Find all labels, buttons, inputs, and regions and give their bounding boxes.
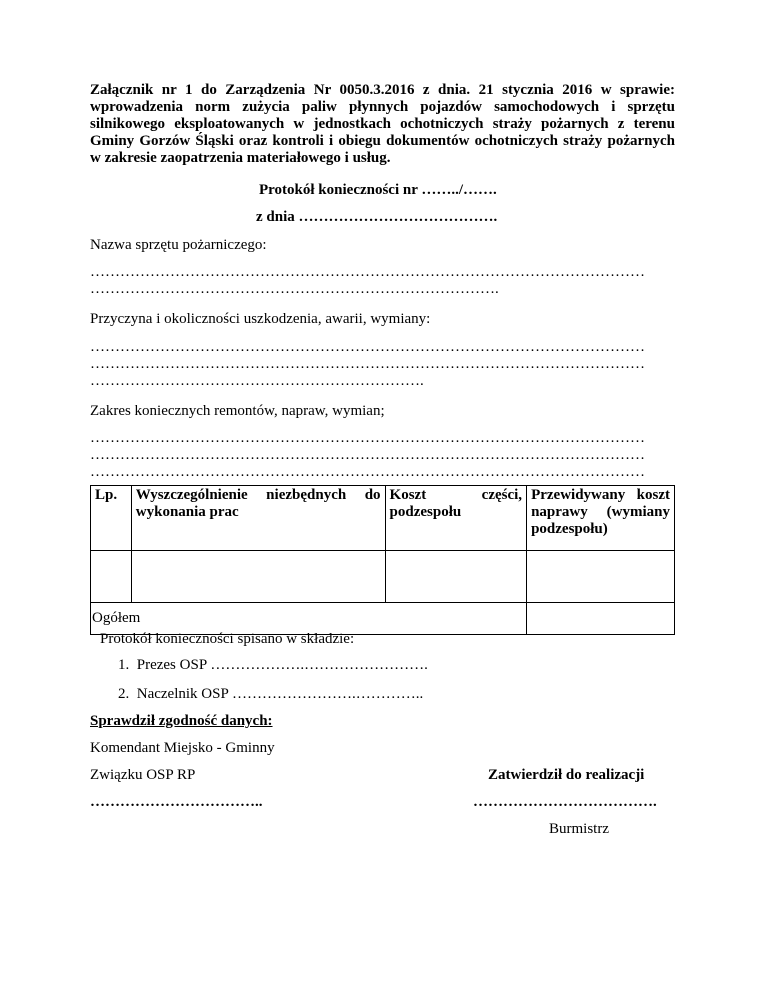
cell-work[interactable] [131,551,385,603]
verification-heading: Sprawdził zgodność danych: [90,713,273,729]
repair-items-table [90,485,675,635]
protocol-date: z dnia …………………………………. [256,209,498,225]
header-work: Wyszczególnienie niezbędnych do wykonania prac [131,486,385,551]
committee-member-chief: 2. Naczelnik OSP …………………….………….. [118,686,424,702]
verification-line-1: Komendant Miejsko - Gminny [90,740,275,756]
repair-scope-line-1[interactable]: ………………………………………………………………………………………………… [90,430,645,446]
equipment-name-line-1[interactable]: ………………………………………………………………………………………………… [90,264,645,280]
approval-role: Burmistrz [549,821,609,837]
table-header-row [91,486,675,551]
damage-cause-label: Przyczyna i okoliczności uszkodzenia, awarii, wymiany: [90,311,431,327]
protocol-title: Protokół konieczności nr ……../……. [259,182,497,198]
approval-heading: Zatwierdził do realizacji [488,767,645,783]
annex-header: Załącznik nr 1 do Zarządzenia Nr 0050.3.2016 z dnia. 21 stycznia 2016 w sprawie: wprowadzenia norm zużycia paliw płynnych pojazdów samochodowych i sprzętu silnikowego eksploatowanych w jednostkach ochotniczych straży pożarnych z terenu Gminy Gorzów Śląski oraz kontroli i obiegu dokumentów ochotniczych straży pożarnych w zakresie zaopatrzenia materiałowego i usług. [90,82,675,166]
approval-signature[interactable]: ………………………………. [473,794,657,810]
header-lp: Lp. [91,486,132,551]
equipment-name-label: Nazwa sprzętu pożarniczego: [90,237,267,253]
repair-scope-line-2[interactable]: ………………………………………………………………………………………………… [90,447,645,463]
cell-cost[interactable] [385,551,527,603]
total-value-cell[interactable] [527,603,675,635]
repair-scope-label: Zakres koniecznych remontów, napraw, wymian; [90,403,385,419]
committee-intro: Protokół konieczności spisano w składzie: [100,631,355,647]
cell-estimate[interactable] [527,551,675,603]
verification-signature[interactable]: …………………………….. [90,794,263,810]
damage-cause-line-2[interactable]: ………………………………………………………………………………………………… [90,356,645,372]
verification-line-2: Związku OSP RP [90,767,196,783]
repair-scope-line-3[interactable]: ………………………………………………………………………………………………… [90,464,645,480]
committee-member-president: 1. Prezes OSP ……………….……………………. [118,657,428,673]
header-cost: Koszt części, podzespołu [385,486,527,551]
header-estimate: Przewidywany koszt naprawy (wymiany podzespołu) [527,486,675,551]
damage-cause-line-3[interactable]: …………………………………………………………. [90,373,424,389]
equipment-name-line-2[interactable]: ………………………………………………………………………. [90,281,499,297]
table-total-row [91,603,675,635]
total-label: Ogółem [91,603,527,635]
damage-cause-line-1[interactable]: ………………………………………………………………………………………………… [90,339,645,355]
cell-lp[interactable] [91,551,132,603]
table-row [91,551,675,603]
